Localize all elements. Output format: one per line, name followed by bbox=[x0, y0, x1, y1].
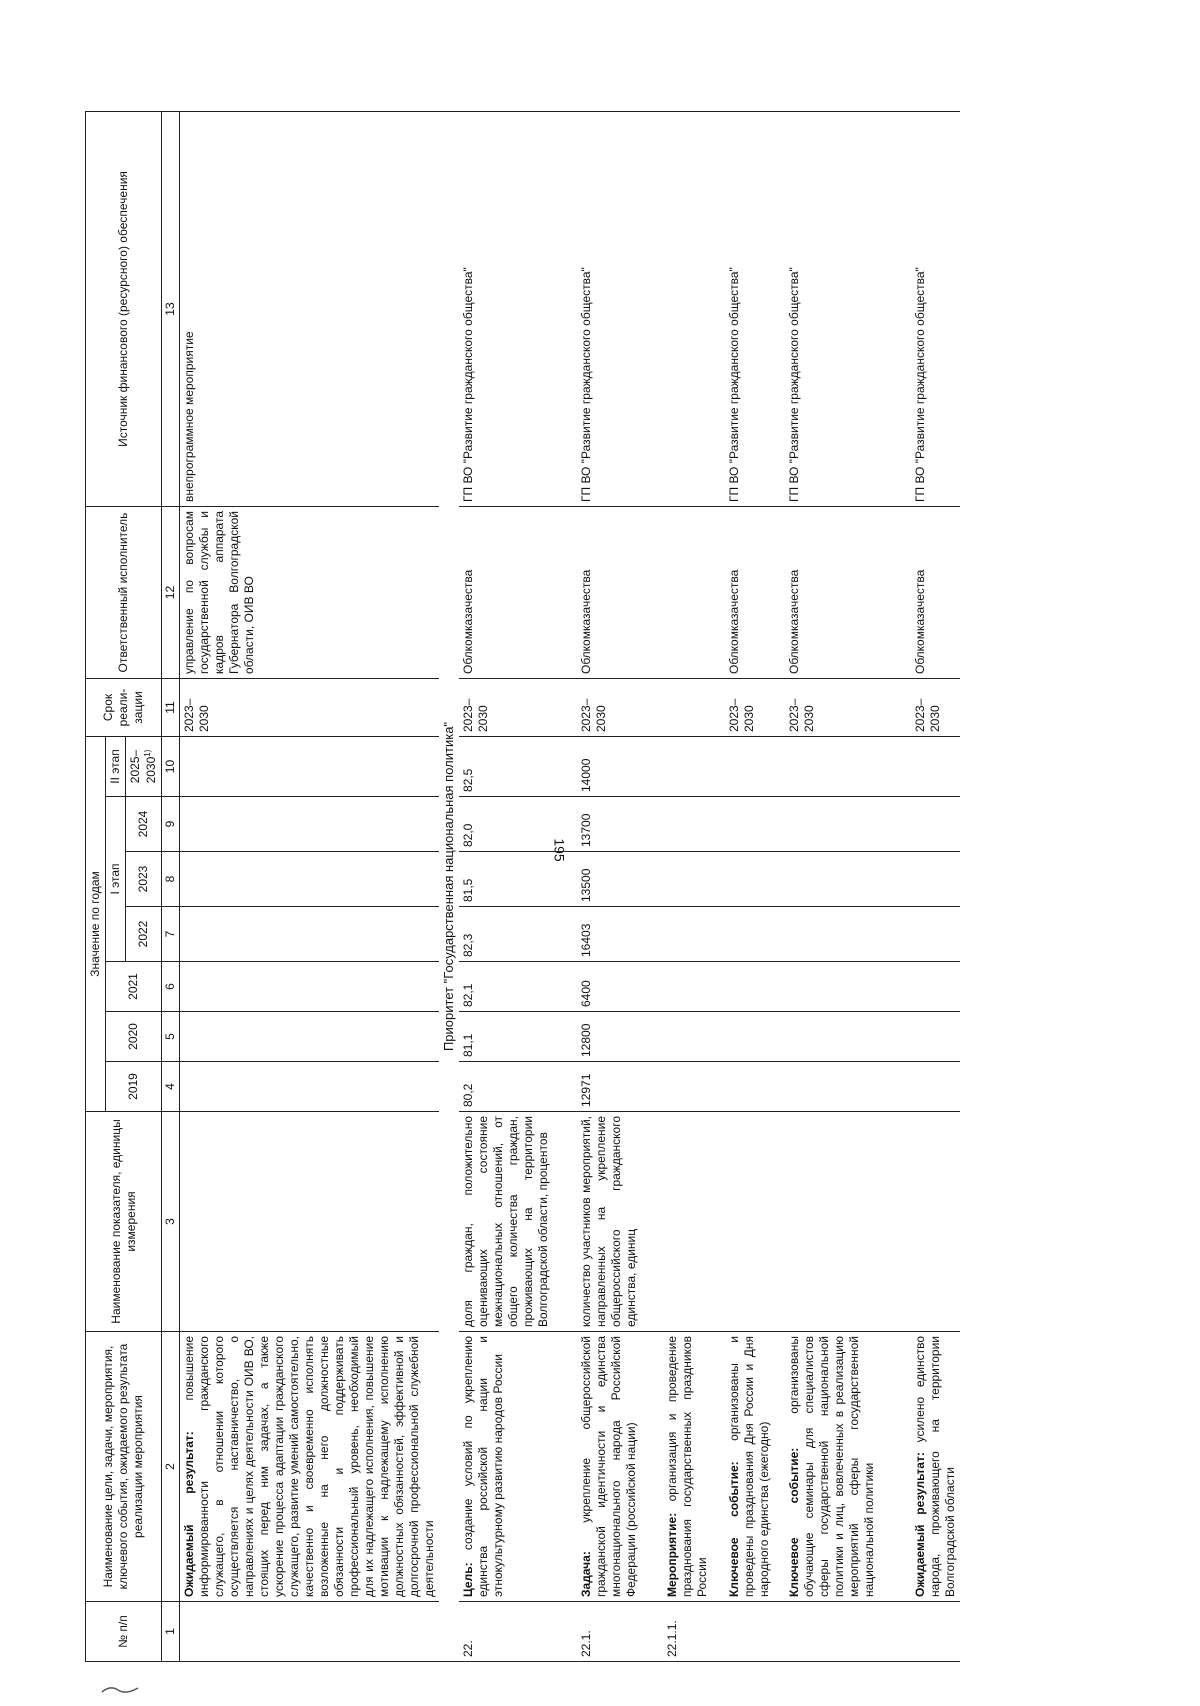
task-cell: Задача: укрепление общероссийской гражданской идентичности и единства многонационального народа Российской Федерации (российской нации) bbox=[577, 1332, 663, 1602]
table-row bbox=[663, 112, 725, 1662]
executor-cell: Облкомказачества bbox=[577, 507, 663, 679]
header-2025-2030: 2025–2030$^{1)}$ bbox=[126, 737, 162, 797]
row-number: 22. bbox=[459, 1602, 577, 1662]
header-2022: 2022 bbox=[126, 907, 162, 962]
value-2024: 82,0 bbox=[459, 797, 577, 852]
term-cell: 2023–2030 bbox=[577, 679, 663, 737]
colnum-1: 1 bbox=[162, 1602, 180, 1662]
source-cell: ГП ВО "Развитие гражданского общества" bbox=[459, 112, 577, 507]
expected-result-cell: Ожидаемый результат: повышение информированности гражданского служащего, в отношении которого осуществляется наставничество, о направлениях и целях деятельности ОИВ ВО, стоящих перед ним задачах, а также ускорение процесса адаптации гражданского служащего, развитие умений самостоятельно, качественно и своевременно исполнять возложенные на него должностные обязанности и поддерживать профессиональный уровень, необходимый для их надлежащего исполнения, повышение мотивации к надлежащему исполнению должностных обязанностей, эффективной и долгосрочной профессиональной служебной деятельности bbox=[180, 1332, 440, 1602]
source-cell: ГП ВО "Развитие гражданского общества" bbox=[785, 112, 911, 507]
value-2020: 12800 bbox=[577, 1012, 663, 1062]
executor-cell: управление по вопросам государственной службы и кадров аппарата Губернатора Волгоградской области, ОИВ ВО bbox=[180, 507, 440, 679]
executor-cell: Облкомказачества bbox=[725, 507, 785, 679]
activity-cell: Мероприятие: организация и проведение празднования государственных праздников России bbox=[663, 1332, 725, 1602]
header-source: Источник финансового (ресурсного) обеспечения bbox=[86, 112, 162, 507]
table-row bbox=[577, 112, 663, 1662]
value-2019: 80,2 bbox=[459, 1062, 577, 1112]
header-executor: Ответственный исполнитель bbox=[86, 507, 162, 679]
header-name: Наименование цели, задачи, мероприятия, ключевого события, ожидаемого результата реализации мероприятия bbox=[86, 1332, 162, 1602]
header-stage2: II этап bbox=[106, 737, 126, 797]
colnum-7: 7 bbox=[162, 907, 180, 962]
source-cell: внепрограммное мероприятие bbox=[180, 112, 440, 507]
header-2023: 2023 bbox=[126, 852, 162, 907]
source-cell: ГП ВО "Развитие гражданского общества" bbox=[911, 112, 960, 507]
rotated-table-page bbox=[85, 112, 1145, 1662]
colnum-6: 6 bbox=[162, 962, 180, 1012]
colnum-10: 10 bbox=[162, 737, 180, 797]
value-2023: 81,5 bbox=[459, 852, 577, 907]
page-number: 195 bbox=[551, 838, 568, 862]
scan-mark bbox=[100, 1684, 140, 1694]
expected-result-cell: Ожидаемый результат: усилено единство народа, проживающего на территории Волгоградской области bbox=[911, 1332, 960, 1602]
value-2019: 12971 bbox=[577, 1062, 663, 1112]
header-values: Значение по годам bbox=[86, 737, 106, 1112]
value-2021: 82,1 bbox=[459, 962, 577, 1012]
executor-cell: Облкомказачества bbox=[459, 507, 577, 679]
header-stage1: I этап bbox=[106, 797, 126, 962]
value-2021: 6400 bbox=[577, 962, 663, 1012]
table-row bbox=[725, 112, 785, 1662]
value-2022: 82,3 bbox=[459, 907, 577, 962]
term-cell: 2023–2030 bbox=[911, 679, 960, 737]
colnum-3: 3 bbox=[162, 1112, 180, 1332]
column-number-row bbox=[162, 112, 180, 1662]
value-2024: 13700 bbox=[577, 797, 663, 852]
colnum-8: 8 bbox=[162, 852, 180, 907]
source-cell: ГП ВО "Развитие гражданского общества" bbox=[725, 112, 785, 507]
value-2022: 16403 bbox=[577, 907, 663, 962]
executor-cell: Облкомказачества bbox=[911, 507, 960, 679]
key-event-cell: Ключевое событие: организованы и проведены празднования Дня России и Дня народного единства (ежегодно) bbox=[725, 1332, 785, 1602]
colnum-2: 2 bbox=[162, 1332, 180, 1602]
value-2025-2030: 14000 bbox=[577, 737, 663, 797]
key-event-cell: Ключевое событие: организованы обучающие семинары для специалистов сферы государственной национальной политики и лиц, вовлеченных в реализацию мероприятий сферы государственной национальной политики bbox=[785, 1332, 911, 1602]
table-row bbox=[180, 112, 440, 1662]
colnum-4: 4 bbox=[162, 1062, 180, 1112]
priority-row bbox=[439, 112, 459, 1662]
priority-heading: Приоритет "Государственная национальная политика" bbox=[439, 112, 459, 1662]
colnum-13: 13 bbox=[162, 112, 180, 507]
value-2020: 81,1 bbox=[459, 1012, 577, 1062]
executor-cell: Облкомказачества bbox=[785, 507, 911, 679]
indicator-cell: доля граждан, положительно оценивающих состояние межнациональных отношений, от общего количества граждан, проживающих на территории Волгоградской области, процентов bbox=[459, 1112, 577, 1332]
colnum-5: 5 bbox=[162, 1012, 180, 1062]
term-cell: 2023–2030 bbox=[180, 679, 440, 737]
term-cell: 2023–2030 bbox=[725, 679, 785, 737]
table-row bbox=[459, 112, 577, 1662]
header-2019: 2019 bbox=[106, 1062, 162, 1112]
header-num: № п/п bbox=[86, 1602, 162, 1662]
term-cell: 2023–2030 bbox=[785, 679, 911, 737]
colnum-11: 11 bbox=[162, 679, 180, 737]
row-number: 22.1.1. bbox=[663, 1602, 725, 1662]
colnum-9: 9 bbox=[162, 797, 180, 852]
colnum-12: 12 bbox=[162, 507, 180, 679]
row-number: 22.1. bbox=[577, 1602, 663, 1662]
header-indicator: Наименование показателя, единицы измерения bbox=[86, 1112, 162, 1332]
term-cell: 2023–2030 bbox=[459, 679, 577, 737]
header-2021: 2021 bbox=[106, 962, 162, 1012]
source-cell: ГП ВО "Развитие гражданского общества" bbox=[577, 112, 663, 507]
header-2020: 2020 bbox=[106, 1012, 162, 1062]
value-2025-2030: 82,5 bbox=[459, 737, 577, 797]
indicator-cell: количество участников мероприятий, направленных на укрепление общероссийского гражданского единства, единиц bbox=[577, 1112, 663, 1332]
table-row bbox=[785, 112, 911, 1662]
header-term: Срок реали-зации bbox=[86, 679, 162, 737]
program-table bbox=[85, 111, 960, 1662]
goal-cell: Цель: создание условий по укреплению единства российской нации и этнокультурному развитию народов России bbox=[459, 1332, 577, 1602]
header-2024: 2024 bbox=[126, 797, 162, 852]
table-row bbox=[911, 112, 960, 1662]
value-2023: 13500 bbox=[577, 852, 663, 907]
